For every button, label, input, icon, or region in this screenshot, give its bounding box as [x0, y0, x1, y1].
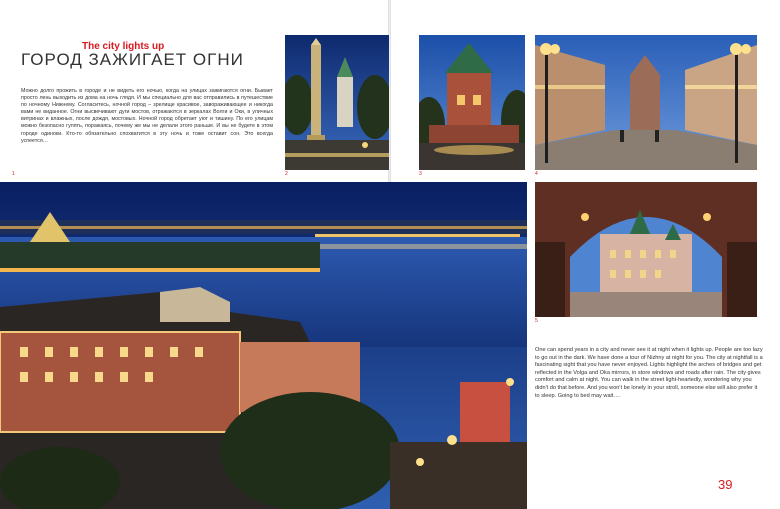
- photo-number: 4: [535, 171, 538, 177]
- photo-number: 3: [419, 171, 422, 177]
- title-english: The city lights up: [82, 41, 165, 52]
- photo-number: 5: [535, 318, 538, 324]
- photo-number: 2: [285, 171, 288, 177]
- photo-pedestrian-street: [535, 35, 757, 170]
- body-text-english: One can spend years in a city and never see it at night when it lights up. People are too lazy to go out in the dark. We have done a tour of Nizhny at night for you. The city at nightfall is a fascinating sight that you have never enjoyed. Lights highlight the arches of bridges and get reflected in the Volga and Oka mirrors, in store windows and roads after rain. The city gives comfort and calm at night. You can walk in the street light-heartedly, wondering why you didn't do that before. And you won't be lonely in your stroll, someone else will also prefer it to sleep. Going to bed may wait….: [535, 347, 763, 399]
- photo-kremlin-tower: [419, 35, 525, 170]
- photo-archway: [535, 182, 757, 317]
- photo-river-panorama: [0, 182, 527, 509]
- page-number: 39: [718, 477, 733, 492]
- photo-obelisk-night: [285, 35, 389, 170]
- body-text-russian: Можно долго прожить в городе и не видеть его ночью, когда на улицах зажигаются огни. Бывает просто лень выходить из дома на ночь глядя. И мы специально для вас отправились в путешествие по ночному Нижнему. Согласитесь, ночной город – зрелище красивое, завораживающее и никогда вами не виданное. Огни высвечивают дуги мостов, отражаются в зеркалах Волги и Оки, в уличных витринах и влажных, после дождя, мостовых. Ночной город обретает уют и тишину. По его улицам можно безопасно гулять, поражаясь, почему же мы не делали этого раньше. И вы не будете в этом городе одиноки. Кто-то обязательно спохватится в эту ночь и тоже оставит сон. Это всегда успеется…: [21, 88, 273, 144]
- title-russian: ГОРОД ЗАЖИГАЕТ ОГНИ: [21, 50, 244, 69]
- photo-number: 1: [12, 171, 15, 177]
